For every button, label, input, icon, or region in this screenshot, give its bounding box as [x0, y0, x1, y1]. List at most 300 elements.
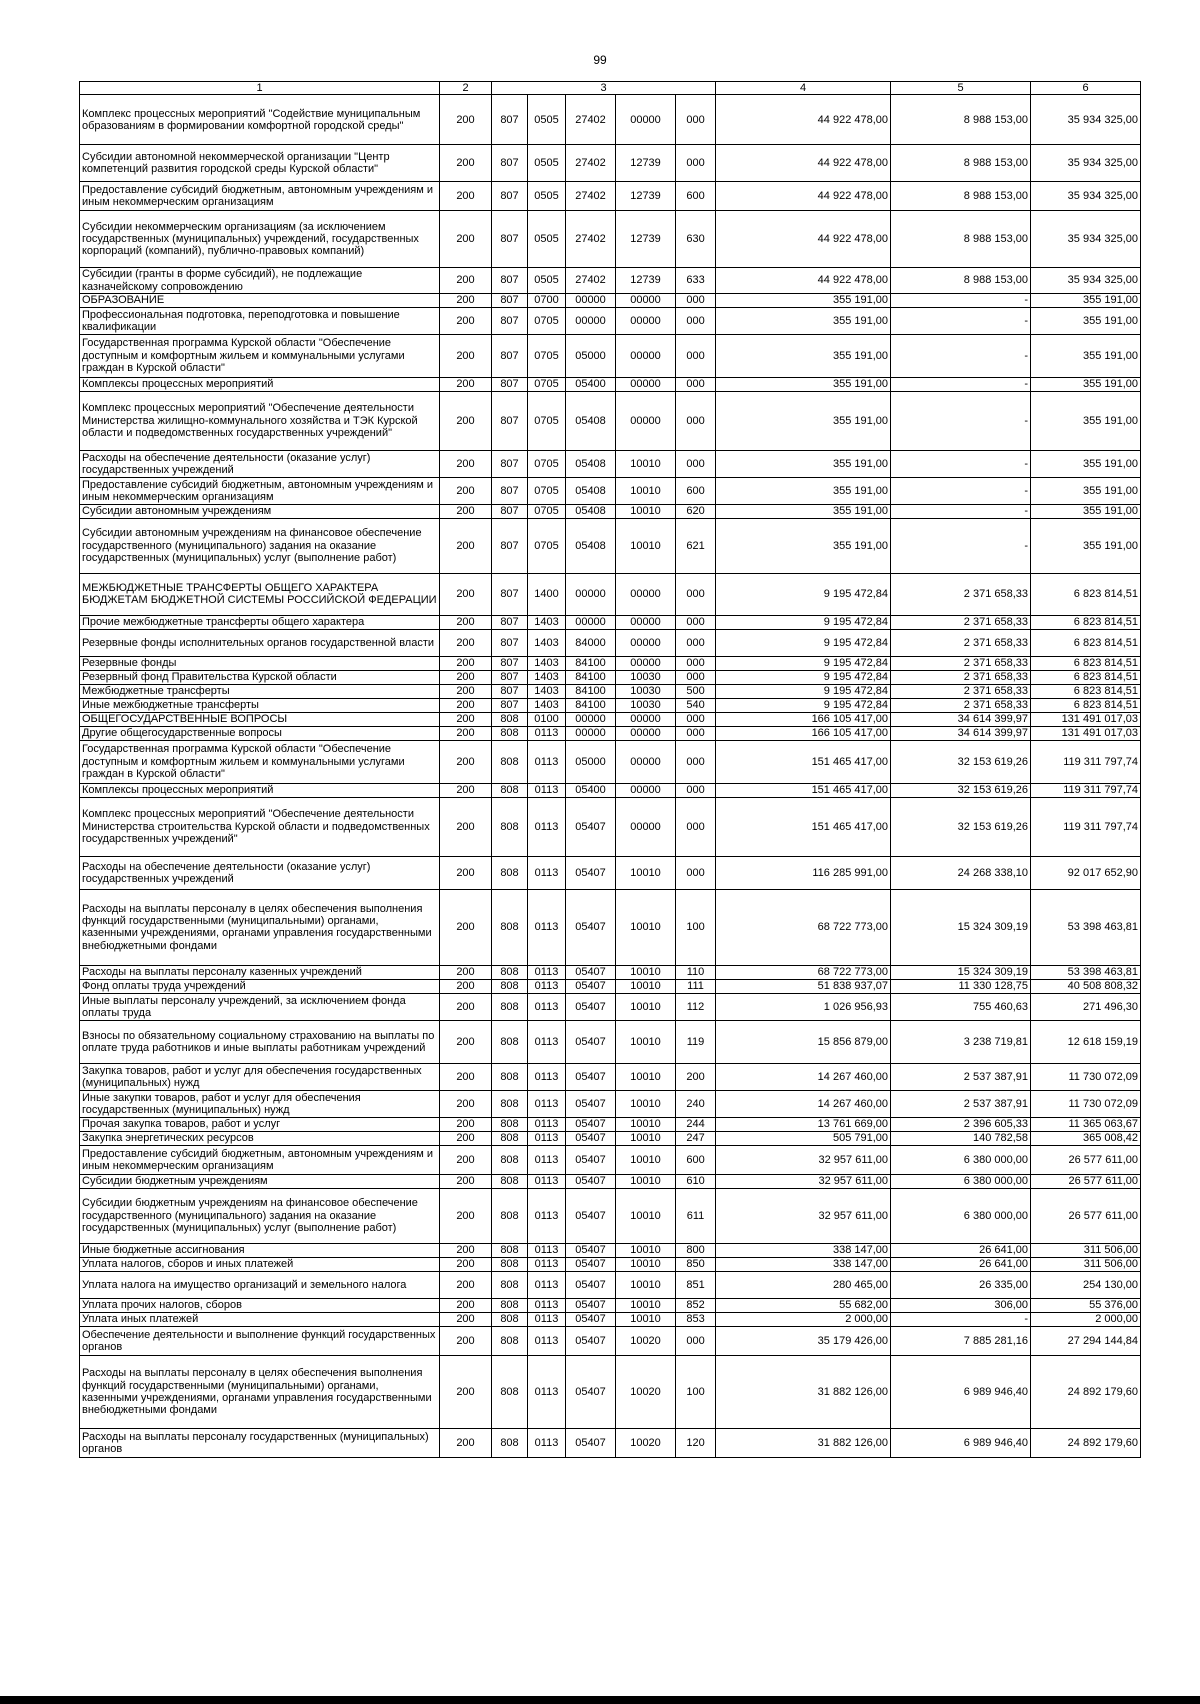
code-vid: 000 [676, 391, 716, 450]
code-direction: 00000 [616, 615, 676, 629]
code-vid: 000 [676, 712, 716, 726]
code-ved: 808 [492, 1312, 528, 1326]
code-vid: 000 [676, 293, 716, 307]
code-direction: 10010 [616, 1063, 676, 1090]
code-vid: 600 [676, 477, 716, 504]
value-col-5: 2 371 658,33 [891, 629, 1031, 656]
value-col-6: 365 008,42 [1031, 1131, 1141, 1145]
value-col-6: 6 823 814,51 [1031, 670, 1141, 684]
code-glava: 200 [440, 391, 492, 450]
value-col-5: 6 380 000,00 [891, 1145, 1031, 1174]
code-vid: 200 [676, 1063, 716, 1090]
row-name: Взносы по обязательному социальному страхованию на выплаты по оплате труда работников и иные выплаты работникам учреждений [80, 1020, 440, 1063]
code-program: 05407 [566, 1257, 616, 1271]
value-col-4: 151 465 417,00 [716, 797, 891, 856]
code-razdel: 0505 [528, 211, 566, 268]
code-glava: 200 [440, 1355, 492, 1428]
code-vid: 600 [676, 182, 716, 211]
code-ved: 808 [492, 1063, 528, 1090]
row-name: Профессиональная подготовка, переподготовка и повышение квалификации [80, 307, 440, 334]
table-row [80, 377, 1141, 391]
code-ved: 808 [492, 1090, 528, 1117]
code-program: 05408 [566, 391, 616, 450]
table-row [80, 1355, 1141, 1428]
code-razdel: 0113 [528, 1312, 566, 1326]
code-program: 05407 [566, 1428, 616, 1457]
code-program: 05407 [566, 965, 616, 979]
code-ved: 807 [492, 307, 528, 334]
code-direction: 10010 [616, 1243, 676, 1257]
code-vid: 000 [676, 573, 716, 615]
code-glava: 200 [440, 95, 492, 145]
value-col-6: 53 398 463,81 [1031, 965, 1141, 979]
code-ved: 807 [492, 698, 528, 712]
value-col-5: - [891, 377, 1031, 391]
code-razdel: 0113 [528, 1257, 566, 1271]
value-col-6: 311 506,00 [1031, 1257, 1141, 1271]
code-razdel: 0113 [528, 1174, 566, 1188]
table-row [80, 889, 1141, 965]
code-vid: 000 [676, 377, 716, 391]
code-glava: 200 [440, 477, 492, 504]
value-col-6: 35 934 325,00 [1031, 145, 1141, 182]
value-col-5: - [891, 504, 1031, 518]
code-vid: 800 [676, 1243, 716, 1257]
code-direction: 10010 [616, 1131, 676, 1145]
value-col-5: 6 380 000,00 [891, 1174, 1031, 1188]
code-razdel: 0705 [528, 504, 566, 518]
value-col-6: 311 506,00 [1031, 1243, 1141, 1257]
table-row [80, 293, 1141, 307]
value-col-4: 44 922 478,00 [716, 145, 891, 182]
code-vid: 851 [676, 1271, 716, 1298]
code-glava: 200 [440, 712, 492, 726]
code-vid: 630 [676, 211, 716, 268]
code-razdel: 0113 [528, 993, 566, 1020]
code-direction: 10010 [616, 1145, 676, 1174]
code-direction: 00000 [616, 629, 676, 656]
code-direction: 10010 [616, 1117, 676, 1131]
value-col-5: - [891, 307, 1031, 334]
code-razdel: 0705 [528, 391, 566, 450]
code-glava: 200 [440, 1174, 492, 1188]
value-col-6: 11 730 072,09 [1031, 1063, 1141, 1090]
row-name: Предоставление субсидий бюджетным, автономным учреждениям и иным некоммерческим организациям [80, 1145, 440, 1174]
value-col-5: 2 537 387,91 [891, 1063, 1031, 1090]
row-name: Расходы на выплаты персоналу в целях обеспечения выполнения функций государственными (муниципальными) органами, казенными учреждениями, органами управления государственными внебюджетными фондами [80, 889, 440, 965]
code-ved: 807 [492, 95, 528, 145]
code-vid: 000 [676, 726, 716, 740]
code-glava: 200 [440, 573, 492, 615]
code-program: 05407 [566, 1271, 616, 1298]
value-col-4: 116 285 991,00 [716, 856, 891, 889]
value-col-5: 2 371 658,33 [891, 670, 1031, 684]
table-row [80, 391, 1141, 450]
code-razdel: 0113 [528, 1090, 566, 1117]
code-ved: 807 [492, 334, 528, 377]
code-program: 05407 [566, 1145, 616, 1174]
row-name: Резервный фонд Правительства Курской области [80, 670, 440, 684]
code-program: 00000 [566, 615, 616, 629]
code-vid: 540 [676, 698, 716, 712]
value-col-6: 26 577 611,00 [1031, 1145, 1141, 1174]
code-razdel: 0705 [528, 477, 566, 504]
code-program: 84100 [566, 698, 616, 712]
row-name: Комплексы процессных мероприятий [80, 377, 440, 391]
code-direction: 00000 [616, 293, 676, 307]
value-col-5: 26 641,00 [891, 1257, 1031, 1271]
row-name: ОБРАЗОВАНИЕ [80, 293, 440, 307]
code-vid: 853 [676, 1312, 716, 1326]
code-program: 05407 [566, 889, 616, 965]
code-ved: 807 [492, 182, 528, 211]
code-razdel: 0113 [528, 783, 566, 797]
code-vid: 240 [676, 1090, 716, 1117]
value-col-5: 8 988 153,00 [891, 268, 1031, 294]
table-row [80, 684, 1141, 698]
code-vid: 000 [676, 450, 716, 477]
code-direction: 10010 [616, 1174, 676, 1188]
value-col-6: 355 191,00 [1031, 391, 1141, 450]
code-glava: 200 [440, 293, 492, 307]
code-vid: 620 [676, 504, 716, 518]
value-col-5: 8 988 153,00 [891, 145, 1031, 182]
code-direction: 10010 [616, 1298, 676, 1312]
code-razdel: 0113 [528, 1117, 566, 1131]
row-name: Прочие межбюджетные трансферты общего характера [80, 615, 440, 629]
code-vid: 120 [676, 1428, 716, 1457]
code-glava: 200 [440, 1188, 492, 1243]
value-col-5: - [891, 518, 1031, 573]
code-program: 05408 [566, 518, 616, 573]
scan-bottom-edge [0, 1696, 1200, 1704]
code-glava: 200 [440, 656, 492, 670]
code-direction: 10010 [616, 1090, 676, 1117]
code-direction: 10020 [616, 1326, 676, 1355]
code-razdel: 0113 [528, 1298, 566, 1312]
code-program: 00000 [566, 573, 616, 615]
table-row [80, 211, 1141, 268]
code-ved: 808 [492, 1188, 528, 1243]
code-razdel: 0505 [528, 95, 566, 145]
code-direction: 10010 [616, 993, 676, 1020]
table-row [80, 477, 1141, 504]
code-vid: 621 [676, 518, 716, 573]
code-glava: 200 [440, 1131, 492, 1145]
value-col-4: 44 922 478,00 [716, 268, 891, 294]
code-glava: 200 [440, 211, 492, 268]
table-row [80, 1298, 1141, 1312]
value-col-6: 119 311 797,74 [1031, 783, 1141, 797]
value-col-4: 13 761 669,00 [716, 1117, 891, 1131]
code-ved: 807 [492, 518, 528, 573]
code-glava: 200 [440, 889, 492, 965]
table-row [80, 1257, 1141, 1271]
value-col-5: - [891, 477, 1031, 504]
code-vid: 112 [676, 993, 716, 1020]
table-row [80, 1428, 1141, 1457]
table-row [80, 856, 1141, 889]
table-row [80, 518, 1141, 573]
code-program: 27402 [566, 211, 616, 268]
code-glava: 200 [440, 145, 492, 182]
code-direction: 10010 [616, 965, 676, 979]
code-razdel: 0705 [528, 307, 566, 334]
value-col-5: 24 268 338,10 [891, 856, 1031, 889]
value-col-5: 755 460,63 [891, 993, 1031, 1020]
value-col-4: 14 267 460,00 [716, 1090, 891, 1117]
code-program: 05408 [566, 504, 616, 518]
code-razdel: 0700 [528, 293, 566, 307]
code-razdel: 0113 [528, 1145, 566, 1174]
code-razdel: 0113 [528, 1355, 566, 1428]
code-glava: 200 [440, 1326, 492, 1355]
code-direction: 00000 [616, 307, 676, 334]
row-name: Обеспечение деятельности и выполнение функций государственных органов [80, 1326, 440, 1355]
row-name: Уплата налога на имущество организаций и земельного налога [80, 1271, 440, 1298]
table-row [80, 783, 1141, 797]
code-program: 05000 [566, 334, 616, 377]
code-vid: 111 [676, 979, 716, 993]
code-razdel: 0505 [528, 182, 566, 211]
code-vid: 610 [676, 1174, 716, 1188]
row-name: Уплата иных платежей [80, 1312, 440, 1326]
code-ved: 808 [492, 1326, 528, 1355]
code-ved: 807 [492, 615, 528, 629]
code-glava: 200 [440, 993, 492, 1020]
value-col-5: 3 238 719,81 [891, 1020, 1031, 1063]
code-program: 27402 [566, 145, 616, 182]
value-col-6: 24 892 179,60 [1031, 1428, 1141, 1457]
code-direction: 00000 [616, 726, 676, 740]
code-program: 84100 [566, 656, 616, 670]
table-row [80, 670, 1141, 684]
code-glava: 200 [440, 504, 492, 518]
code-program: 27402 [566, 182, 616, 211]
code-vid: 633 [676, 268, 716, 294]
code-direction: 10010 [616, 477, 676, 504]
code-direction: 10010 [616, 1188, 676, 1243]
row-name: Комплекс процессных мероприятий "Содействие муниципальным образованиям в формировании комфортной городской среды" [80, 95, 440, 145]
code-direction: 10010 [616, 1271, 676, 1298]
value-col-4: 355 191,00 [716, 293, 891, 307]
code-razdel: 0113 [528, 726, 566, 740]
code-vid: 852 [676, 1298, 716, 1312]
code-ved: 808 [492, 797, 528, 856]
table-row [80, 993, 1141, 1020]
code-razdel: 0705 [528, 450, 566, 477]
code-direction: 10020 [616, 1355, 676, 1428]
value-col-6: 35 934 325,00 [1031, 268, 1141, 294]
value-col-5: 8 988 153,00 [891, 95, 1031, 145]
code-glava: 200 [440, 1117, 492, 1131]
value-col-4: 355 191,00 [716, 307, 891, 334]
value-col-6: 355 191,00 [1031, 307, 1141, 334]
code-direction: 00000 [616, 391, 676, 450]
value-col-5: - [891, 334, 1031, 377]
value-col-5: 6 989 946,40 [891, 1428, 1031, 1457]
code-vid: 000 [676, 334, 716, 377]
row-name: Субсидии автономным учреждениям на финансовое обеспечение государственного (муниципального) задания на оказание государственных (муниципальных) услуг (выполнение работ) [80, 518, 440, 573]
code-direction: 12739 [616, 268, 676, 294]
value-col-5: - [891, 391, 1031, 450]
value-col-5: 8 988 153,00 [891, 182, 1031, 211]
code-ved: 808 [492, 993, 528, 1020]
value-col-6: 6 823 814,51 [1031, 573, 1141, 615]
value-col-6: 2 000,00 [1031, 1312, 1141, 1326]
code-razdel: 0113 [528, 1326, 566, 1355]
value-col-4: 32 957 611,00 [716, 1174, 891, 1188]
value-col-5: 11 330 128,75 [891, 979, 1031, 993]
code-program: 05407 [566, 993, 616, 1020]
code-ved: 808 [492, 1131, 528, 1145]
code-vid: 000 [676, 307, 716, 334]
value-col-6: 271 496,30 [1031, 993, 1141, 1020]
value-col-5: 2 537 387,91 [891, 1090, 1031, 1117]
code-vid: 000 [676, 670, 716, 684]
code-program: 27402 [566, 268, 616, 294]
value-col-4: 15 856 879,00 [716, 1020, 891, 1063]
value-col-5: - [891, 1312, 1031, 1326]
row-name: Субсидии бюджетным учреждениям [80, 1174, 440, 1188]
row-name: Закупка товаров, работ и услуг для обеспечения государственных (муниципальных) нужд [80, 1063, 440, 1090]
code-ved: 807 [492, 629, 528, 656]
code-glava: 200 [440, 1428, 492, 1457]
code-program: 00000 [566, 307, 616, 334]
code-glava: 200 [440, 334, 492, 377]
code-program: 05407 [566, 1188, 616, 1243]
value-col-6: 355 191,00 [1031, 450, 1141, 477]
value-col-5: 2 396 605,33 [891, 1117, 1031, 1131]
value-col-6: 40 508 808,32 [1031, 979, 1141, 993]
code-direction: 10020 [616, 1428, 676, 1457]
code-direction: 10010 [616, 1020, 676, 1063]
code-program: 05407 [566, 1063, 616, 1090]
table-row [80, 268, 1141, 294]
code-direction: 10010 [616, 856, 676, 889]
table-row [80, 182, 1141, 211]
value-col-4: 9 195 472,84 [716, 684, 891, 698]
code-vid: 000 [676, 740, 716, 783]
code-vid: 000 [676, 629, 716, 656]
table-row [80, 450, 1141, 477]
row-name: Государственная программа Курской области "Обеспечение доступным и комфортным жильем и коммунальными услугами граждан в Курской области" [80, 740, 440, 783]
code-razdel: 0705 [528, 377, 566, 391]
code-razdel: 1403 [528, 629, 566, 656]
code-program: 84100 [566, 670, 616, 684]
code-ved: 808 [492, 1145, 528, 1174]
table-row [80, 1020, 1141, 1063]
code-glava: 200 [440, 1020, 492, 1063]
code-program: 05407 [566, 1020, 616, 1063]
table-row [80, 1188, 1141, 1243]
table-row [80, 979, 1141, 993]
code-ved: 808 [492, 740, 528, 783]
row-name: Резервные фонды исполнительных органов государственной власти [80, 629, 440, 656]
value-col-6: 355 191,00 [1031, 377, 1141, 391]
code-razdel: 0100 [528, 712, 566, 726]
row-name: Иные закупки товаров, работ и услуг для обеспечения государственных (муниципальных) нужд [80, 1090, 440, 1117]
code-razdel: 0113 [528, 965, 566, 979]
code-direction: 00000 [616, 783, 676, 797]
code-ved: 808 [492, 1257, 528, 1271]
code-vid: 850 [676, 1257, 716, 1271]
value-col-4: 14 267 460,00 [716, 1063, 891, 1090]
code-ved: 807 [492, 477, 528, 504]
value-col-4: 31 882 126,00 [716, 1428, 891, 1457]
code-ved: 808 [492, 783, 528, 797]
value-col-6: 26 577 611,00 [1031, 1174, 1141, 1188]
code-vid: 600 [676, 1145, 716, 1174]
code-program: 05408 [566, 450, 616, 477]
value-col-4: 166 105 417,00 [716, 726, 891, 740]
value-col-5: 6 989 946,40 [891, 1355, 1031, 1428]
table-row [80, 1326, 1141, 1355]
code-razdel: 1403 [528, 684, 566, 698]
code-ved: 807 [492, 684, 528, 698]
code-program: 05407 [566, 1174, 616, 1188]
budget-table [79, 81, 1141, 1458]
code-razdel: 0505 [528, 268, 566, 294]
code-direction: 10030 [616, 698, 676, 712]
value-col-6: 355 191,00 [1031, 518, 1141, 573]
code-ved: 808 [492, 1428, 528, 1457]
code-direction: 00000 [616, 656, 676, 670]
value-col-4: 355 191,00 [716, 504, 891, 518]
code-glava: 200 [440, 1243, 492, 1257]
row-name: Субсидии бюджетным учреждениям на финансовое обеспечение государственного (муниципального) задания на оказание государственных (муниципальных) услуг (выполнение работ) [80, 1188, 440, 1243]
code-direction: 00000 [616, 95, 676, 145]
code-program: 05400 [566, 783, 616, 797]
code-vid: 000 [676, 797, 716, 856]
code-razdel: 0113 [528, 797, 566, 856]
header-col-6: 6 [1031, 82, 1141, 95]
code-razdel: 1403 [528, 698, 566, 712]
code-program: 84000 [566, 629, 616, 656]
table-row [80, 1271, 1141, 1298]
row-name: Государственная программа Курской области "Обеспечение доступным и комфортным жильем и коммунальными услугами граждан в Курской области" [80, 334, 440, 377]
code-program: 00000 [566, 726, 616, 740]
code-direction: 10030 [616, 670, 676, 684]
table-row [80, 1312, 1141, 1326]
code-vid: 000 [676, 615, 716, 629]
value-col-4: 280 465,00 [716, 1271, 891, 1298]
row-name: Предоставление субсидий бюджетным, автономным учреждениям и иным некоммерческим организациям [80, 477, 440, 504]
code-glava: 200 [440, 1312, 492, 1326]
table-row [80, 1131, 1141, 1145]
code-ved: 808 [492, 1243, 528, 1257]
code-direction: 10010 [616, 1257, 676, 1271]
value-col-4: 151 465 417,00 [716, 783, 891, 797]
row-name: Межбюджетные трансферты [80, 684, 440, 698]
row-name: Расходы на выплаты персоналу государственных (муниципальных) органов [80, 1428, 440, 1457]
value-col-4: 338 147,00 [716, 1257, 891, 1271]
code-program: 05400 [566, 377, 616, 391]
header-col-2: 2 [440, 82, 492, 95]
code-glava: 200 [440, 856, 492, 889]
code-program: 05407 [566, 1312, 616, 1326]
code-program: 05407 [566, 1326, 616, 1355]
code-direction: 12739 [616, 211, 676, 268]
value-col-4: 505 791,00 [716, 1131, 891, 1145]
row-name: Иные бюджетные ассигнования [80, 1243, 440, 1257]
code-vid: 611 [676, 1188, 716, 1243]
code-ved: 808 [492, 726, 528, 740]
code-ved: 808 [492, 889, 528, 965]
table-row [80, 629, 1141, 656]
value-col-6: 6 823 814,51 [1031, 698, 1141, 712]
code-ved: 807 [492, 391, 528, 450]
